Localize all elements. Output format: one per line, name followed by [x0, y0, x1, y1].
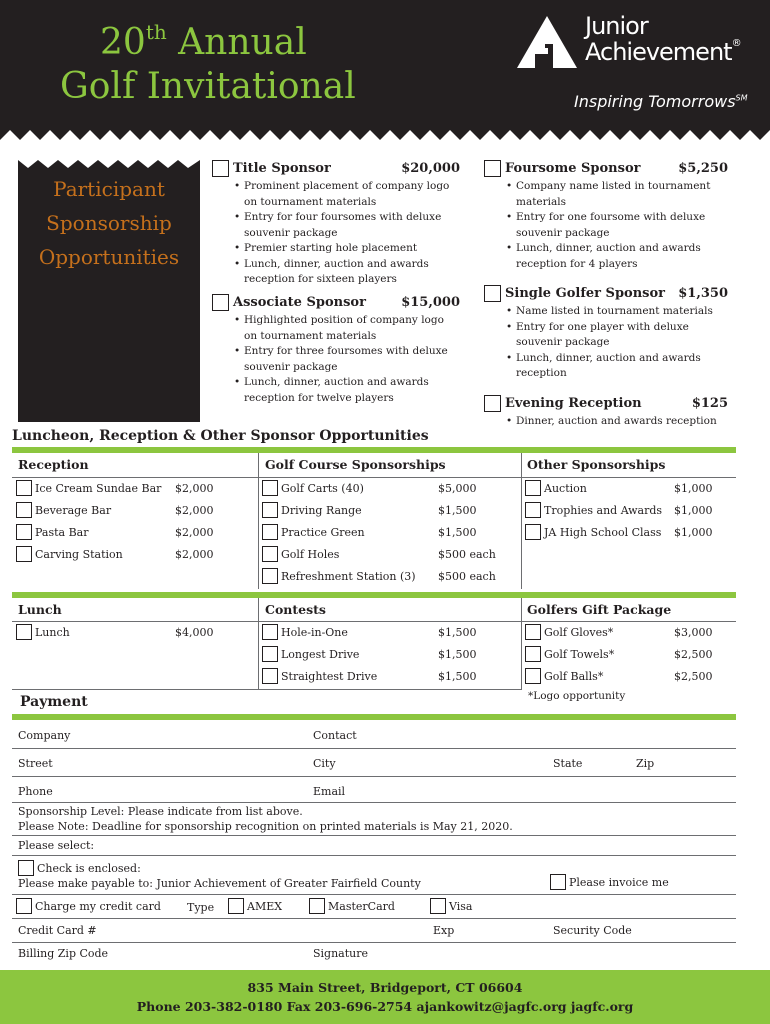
billing-zip-field[interactable]: Billing Zip Code	[18, 947, 109, 960]
checkbox[interactable]	[262, 624, 278, 640]
associate-sponsor-checkbox[interactable]	[212, 294, 229, 311]
list-item: • Lunch, dinner, auction and awards reception for 4 players	[506, 241, 728, 272]
row-divider	[12, 477, 736, 478]
checkbox[interactable]	[525, 646, 541, 662]
org-name-line1: Junior	[585, 12, 648, 40]
city-field[interactable]: City	[313, 757, 336, 770]
gift-package-heading: Golfers Gift Package	[527, 602, 672, 617]
amount: $2,000	[175, 482, 214, 495]
checkbox[interactable]	[550, 874, 566, 890]
row-divider	[12, 689, 521, 690]
checkbox[interactable]	[525, 502, 541, 518]
amount: $500 each	[438, 570, 496, 583]
tagline: Inspiring Tomorrows℠	[574, 92, 748, 111]
associate-sponsor: Associate Sponsor $15,000 • Highlighted position of company logo on tournament materials • Entry for three foursomes with deluxe souvenir package • Lunch, dinner, auction and awards reception for twelve players	[212, 294, 460, 406]
company-field[interactable]: Company	[18, 729, 71, 742]
list-item: • Highlighted position of company logo on tournament materials	[234, 313, 460, 344]
golf-course-heading: Golf Course Sponsorships	[265, 457, 446, 472]
amount: $1,000	[674, 504, 713, 517]
checkbox[interactable]	[262, 502, 278, 518]
ja-mountain-icon	[515, 14, 579, 70]
section-divider	[12, 592, 736, 598]
checkbox[interactable]	[262, 524, 278, 540]
footer-address: 835 Main Street, Bridgeport, CT 06604	[247, 980, 523, 995]
sponsorship-level-instruction: Sponsorship Level: Please indicate from list above.	[18, 805, 303, 818]
option-longest-drive[interactable]: Longest Drive	[262, 646, 359, 662]
checkbox[interactable]	[525, 524, 541, 540]
amount: $3,000	[674, 626, 713, 639]
checkbox[interactable]	[16, 480, 32, 496]
event-title-line2: Golf Invitational	[60, 66, 356, 107]
column-divider	[521, 598, 522, 690]
checkbox[interactable]	[525, 668, 541, 684]
list-item: • Entry for three foursomes with deluxe souvenir package	[234, 344, 460, 375]
row-divider	[12, 621, 736, 622]
payment-title: Payment	[20, 694, 88, 710]
row-divider	[12, 802, 736, 803]
option-straightest-drive[interactable]: Straightest Drive	[262, 668, 377, 684]
checkbox[interactable]	[16, 546, 32, 562]
option-golf-holes[interactable]: Golf Holes	[262, 546, 339, 562]
deadline-note: Please Note: Deadline for sponsorship recognition on printed materials is May 21, 2020.	[18, 820, 513, 833]
please-select-label: Please select:	[18, 839, 95, 852]
org-name-line2: Achievement®	[585, 38, 741, 66]
foursome-sponsor-checkbox[interactable]	[484, 160, 501, 177]
state-field[interactable]: State	[553, 757, 583, 770]
checkbox[interactable]	[16, 502, 32, 518]
checkbox[interactable]	[525, 480, 541, 496]
footer-contact: Phone 203-382-0180 Fax 203-696-2754 ajankowitz@jagfc.org jagfc.org	[136, 999, 634, 1014]
row-divider	[12, 835, 736, 836]
credit-card-number-field[interactable]: Credit Card #	[18, 924, 97, 937]
amount: $1,500	[438, 504, 477, 517]
lunch-heading: Lunch	[18, 602, 62, 617]
checkbox[interactable]	[16, 624, 32, 640]
option-golf-balls[interactable]: Golf Balls*	[525, 668, 603, 684]
evening-reception-checkbox[interactable]	[484, 395, 501, 412]
check-enclosed-option[interactable]: Check is enclosed:	[18, 860, 141, 876]
option-refreshment-station[interactable]: Refreshment Station (3)	[262, 568, 416, 584]
row-divider	[12, 942, 736, 943]
option-ja-high-school-class[interactable]: JA High School Class	[525, 524, 661, 540]
checkbox[interactable]	[309, 898, 325, 914]
amount: $1,000	[674, 482, 713, 495]
amount: $2,000	[175, 504, 214, 517]
list-item: • Premier starting hole placement	[234, 241, 460, 257]
row-divider	[12, 748, 736, 749]
single-golfer-checkbox[interactable]	[484, 285, 501, 302]
option-hole-in-one[interactable]: Hole-in-One	[262, 624, 348, 640]
card-type-label: Type	[187, 901, 215, 914]
option-golf-gloves[interactable]: Golf Gloves*	[525, 624, 613, 640]
option-practice-green[interactable]: Practice Green	[262, 524, 365, 540]
amount: $1,500	[438, 626, 477, 639]
amount: $4,000	[175, 626, 214, 639]
other-sponsorships-heading: Other Sponsorships	[527, 457, 666, 472]
amount: $1,500	[438, 648, 477, 661]
amount: $1,500	[438, 670, 477, 683]
row-divider	[12, 918, 736, 919]
checkbox[interactable]	[262, 568, 278, 584]
checkbox[interactable]	[228, 898, 244, 914]
panel-title: Participant Sponsorship Opportunities	[38, 177, 180, 269]
evening-reception-sponsor: Evening Reception $125 • Dinner, auction and awards reception	[484, 395, 728, 430]
amount: $2,500	[674, 670, 713, 683]
checkbox[interactable]	[18, 860, 34, 876]
visa-option[interactable]: Visa	[430, 898, 472, 914]
list-item: • Lunch, dinner, auction and awards reception for twelve players	[234, 375, 460, 406]
email-field[interactable]: Email	[313, 785, 346, 798]
list-item: • Entry for one player with deluxe souvenir package	[506, 320, 728, 351]
column-divider	[258, 453, 259, 589]
checkbox[interactable]	[430, 898, 446, 914]
expiration-field[interactable]: Exp	[433, 924, 455, 937]
list-item: • Company name listed in tournament materials	[506, 179, 728, 210]
option-beverage-bar[interactable]: Beverage Bar	[16, 502, 111, 518]
mastercard-option[interactable]: MasterCard	[309, 898, 395, 914]
option-golf-carts[interactable]: Golf Carts (40)	[262, 480, 364, 496]
title-sponsor-checkbox[interactable]	[212, 160, 229, 177]
amount: $2,500	[674, 648, 713, 661]
invoice-option[interactable]: Please invoice me	[550, 874, 669, 890]
option-ice-cream-sundae-bar[interactable]: Ice Cream Sundae Bar	[16, 480, 161, 496]
checkbox[interactable]	[262, 480, 278, 496]
other-opportunities-title: Luncheon, Reception & Other Sponsor Opportunities	[12, 428, 429, 444]
security-code-field[interactable]: Security Code	[553, 924, 632, 937]
list-item: • Prominent placement of company logo on tournament materials	[234, 179, 460, 210]
signature-field[interactable]: Signature	[313, 947, 369, 960]
option-lunch[interactable]: Lunch	[16, 624, 70, 640]
payable-to-note: Please make payable to: Junior Achievement of Greater Fairfield County	[18, 877, 421, 890]
list-item: • Entry for one foursome with deluxe souvenir package	[506, 210, 728, 241]
option-auction[interactable]: Auction	[525, 480, 587, 496]
junior-achievement-logo	[515, 14, 755, 74]
contact-field[interactable]: Contact	[313, 729, 357, 742]
option-carving-station[interactable]: Carving Station	[16, 546, 123, 562]
checkbox[interactable]	[16, 524, 32, 540]
amount: $5,000	[438, 482, 477, 495]
phone-field[interactable]: Phone	[18, 785, 53, 798]
row-divider	[12, 894, 736, 895]
list-item: • Lunch, dinner, auction and awards reception for sixteen players	[234, 257, 460, 288]
list-item: • Entry for four foursomes with deluxe souvenir package	[234, 210, 460, 241]
option-driving-range[interactable]: Driving Range	[262, 502, 362, 518]
amount: $2,000	[175, 548, 214, 561]
zip-field[interactable]: Zip	[636, 757, 655, 770]
option-trophies-awards[interactable]: Trophies and Awards	[525, 502, 662, 518]
event-title-line1: 20th Annual	[100, 20, 307, 63]
amount: $1,000	[674, 526, 713, 539]
amount: $500 each	[438, 548, 496, 561]
amount: $2,000	[175, 526, 214, 539]
logo-opportunity-note: *Logo opportunity	[528, 690, 626, 702]
title-sponsor: Title Sponsor $20,000 • Prominent placement of company logo on tournament materials • Entry for four foursomes with deluxe souvenir package • Premier starting hole placement • Lunch, dinner, auction and awards reception for sixteen players	[212, 160, 460, 288]
row-divider	[12, 776, 736, 777]
reception-heading: Reception	[18, 457, 89, 472]
section-divider	[12, 714, 736, 720]
foursome-sponsor: Foursome Sponsor $5,250 • Company name listed in tournament materials • Entry for one foursome with deluxe souvenir package • Lunch, dinner, auction and awards reception for 4 players	[484, 160, 728, 272]
checkbox[interactable]	[262, 668, 278, 684]
option-pasta-bar[interactable]: Pasta Bar	[16, 524, 89, 540]
checkbox[interactable]	[262, 646, 278, 662]
column-divider	[521, 453, 522, 589]
footer	[0, 970, 770, 1024]
credit-card-option[interactable]: Charge my credit card	[16, 898, 161, 914]
street-field[interactable]: Street	[18, 757, 53, 770]
single-golfer-sponsor: Single Golfer Sponsor $1,350 • Name listed in tournament materials • Entry for one player with deluxe souvenir package • Lunch, dinner, auction and awards reception	[484, 285, 728, 382]
list-item: • Lunch, dinner, auction and awards reception	[506, 351, 728, 382]
contests-heading: Contests	[265, 602, 326, 617]
checkbox[interactable]	[525, 624, 541, 640]
row-divider	[12, 855, 736, 856]
checkbox[interactable]	[262, 546, 278, 562]
section-divider	[12, 447, 736, 453]
amex-option[interactable]: AMEX	[228, 898, 282, 914]
checkbox[interactable]	[16, 898, 32, 914]
option-golf-towels[interactable]: Golf Towels*	[525, 646, 614, 662]
amount: $1,500	[438, 526, 477, 539]
list-item: • Name listed in tournament materials	[506, 304, 728, 320]
list-item: • Dinner, auction and awards reception	[506, 414, 728, 430]
column-divider	[258, 598, 259, 690]
